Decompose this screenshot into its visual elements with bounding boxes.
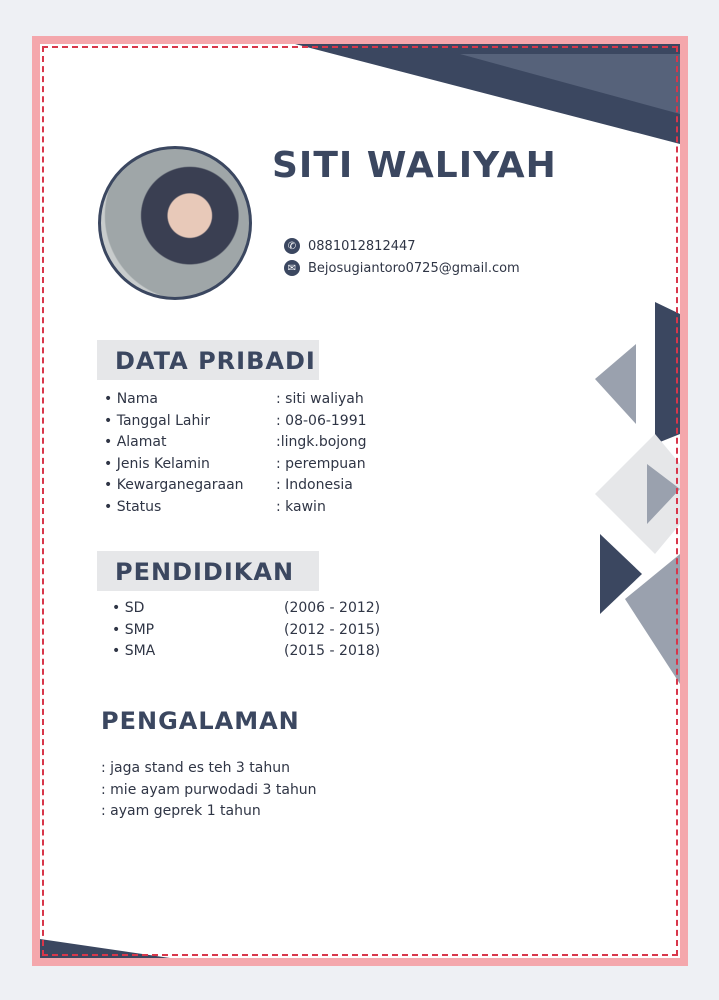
info-row <box>112 643 380 659</box>
row-value: (2012 - 2015) <box>284 621 381 638</box>
row-value: :lingk.bojong <box>276 434 367 450</box>
email-address: Bejosugiantoro0725@gmail.com <box>308 260 520 276</box>
email-contact <box>284 260 520 276</box>
row-label: • Alamat <box>104 434 167 450</box>
info-row <box>104 456 366 472</box>
row-value: : Indonesia <box>276 477 353 493</box>
row-value: : siti waliyah <box>276 391 364 407</box>
info-row <box>104 477 353 493</box>
experience-item: : jaga stand es teh 3 tahun <box>101 760 290 776</box>
info-row <box>104 499 326 515</box>
info-row <box>104 413 367 429</box>
row-value: : 08-06-1991 <box>276 412 367 429</box>
email-icon: ✉ <box>284 260 300 276</box>
row-label: • SMA <box>112 643 156 659</box>
info-row <box>104 391 364 407</box>
row-label: • SD <box>112 600 145 616</box>
info-row <box>104 434 366 450</box>
row-value: (2006 - 2012) <box>284 600 381 616</box>
row-value: (2015 - 2018) <box>284 643 381 659</box>
section-pengalaman: PENGALAMAN <box>101 707 300 735</box>
row-label: • Status <box>104 498 162 515</box>
row-value: : kawin <box>276 498 326 515</box>
phone-contact <box>284 238 416 254</box>
row-label: • SMP <box>112 621 155 638</box>
phone-icon: ✆ <box>284 238 300 254</box>
row-value: : perempuan <box>276 455 366 472</box>
row-label: • Kewarganegaraan <box>104 477 244 493</box>
experience-item: : mie ayam purwodadi 3 tahun <box>101 781 317 798</box>
row-label: • Tanggal Lahir <box>104 412 210 429</box>
profile-photo <box>98 146 252 300</box>
row-label: • Nama <box>104 391 158 407</box>
info-row <box>112 600 380 616</box>
info-row <box>112 622 380 638</box>
full-name: SITI WALIYAH <box>272 145 557 186</box>
section-pendidikan: PENDIDIKAN <box>97 551 319 591</box>
row-label: • Jenis Kelamin <box>104 455 210 472</box>
phone-number: 0881012812447 <box>308 238 416 254</box>
section-data-pribadi: DATA PRIBADI <box>97 340 319 380</box>
experience-item: : ayam geprek 1 tahun <box>101 803 261 819</box>
